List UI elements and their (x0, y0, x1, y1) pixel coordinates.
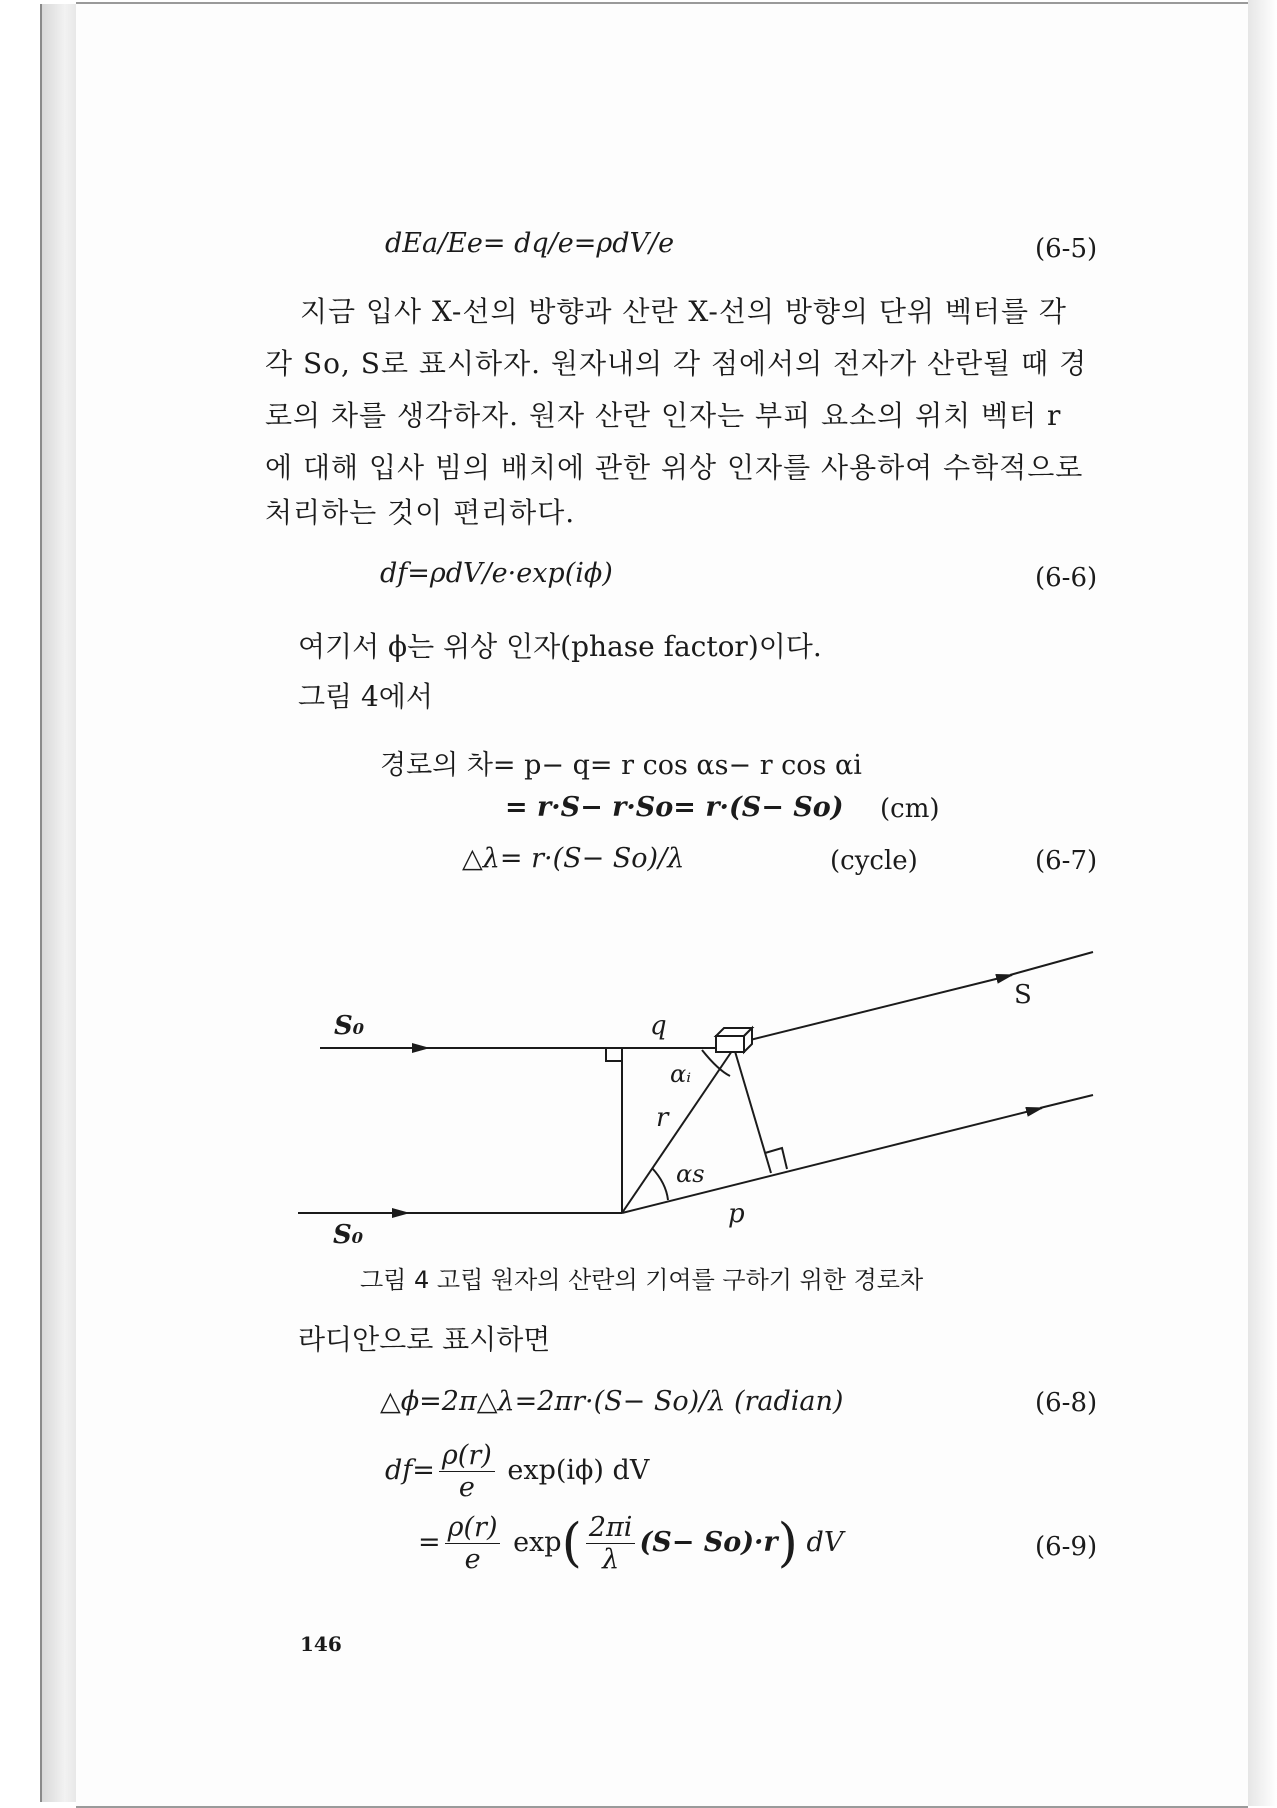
path-difference-vector-equation: = r·S− r·So= r·(S− So) (505, 792, 844, 823)
equation-6-9-inner-numerator: 2πi (586, 1512, 636, 1544)
equation-6-9-inner-fraction (586, 1512, 636, 1575)
equation-6-9-lhs: = (418, 1527, 441, 1558)
label-alpha-i: αᵢ (670, 1060, 692, 1088)
equation-6-9 (418, 1512, 843, 1575)
paragraph-line-3: 로의 차를 생각하자. 원자 산란 인자는 부피 요소의 위치 벡터 r (265, 399, 1062, 432)
right-angle-q (606, 1048, 622, 1061)
angle-arc-alpha-s (652, 1168, 668, 1200)
label-r: r (656, 1103, 669, 1133)
figure-reference-line: 그림 4에서 (298, 680, 433, 713)
unit-cm: (cm) (880, 794, 940, 824)
equation-6-9-rest: dV (806, 1527, 844, 1558)
label-s: S (1014, 980, 1032, 1010)
equation-6-9-inner-rest: (S− So)·r (639, 1527, 778, 1558)
label-q: q (650, 1011, 667, 1041)
page-number: 146 (300, 1632, 342, 1656)
label-s0-bottom: S₀ (333, 1220, 364, 1250)
equation-number-6-9: (6-9) (1035, 1532, 1098, 1562)
delta-lambda-equation: △λ= r·(S− So)/λ (462, 843, 685, 874)
figure-caption: 그림 4 고립 원자의 산란의 기여를 구하기 위한 경로차 (360, 1266, 924, 1294)
scattered-ray-bottom (1040, 1095, 1093, 1108)
equation-6-5: dEa/Ee= dq/e=ρdV/e (385, 228, 675, 259)
equation-6-9-numerator: ρ(r) (445, 1512, 501, 1544)
equation-6-9-inner-denominator: λ (602, 1544, 620, 1575)
scatterer-front (716, 1036, 744, 1052)
equation-df-lhs: df= (385, 1455, 435, 1486)
scattered-ray-top-arrow (750, 975, 1012, 1040)
equation-df-denominator: e (458, 1472, 475, 1503)
left-paren: ( (561, 1513, 582, 1574)
equation-6-9-denominator: e (464, 1544, 481, 1575)
equation-df (385, 1440, 649, 1503)
perpendicular-p (734, 1048, 771, 1173)
equation-number-6-5: (6-5) (1035, 234, 1098, 264)
equation-df-numerator: ρ(r) (439, 1440, 495, 1472)
equation-number-6-7: (6-7) (1035, 846, 1098, 876)
equation-6-9-exp: exp (513, 1527, 562, 1558)
equation-df-rest: exp(iϕ) dV (507, 1455, 650, 1486)
scattered-ray-top (1010, 952, 1093, 975)
equation-df-fraction (439, 1440, 495, 1503)
equation-number-6-6: (6-6) (1035, 563, 1098, 593)
equation-6-9-fraction (445, 1512, 501, 1575)
phase-factor-line: 여기서 ϕ는 위상 인자(phase factor)이다. (298, 630, 822, 663)
equation-6-8: △ϕ=2π△λ=2πr·(S− So)/λ (radian) (380, 1386, 844, 1417)
radian-intro-line: 라디안으로 표시하면 (298, 1323, 551, 1356)
right-paren: ) (777, 1513, 798, 1574)
unit-cycle: (cycle) (830, 846, 918, 876)
label-s0-top: S₀ (334, 1011, 365, 1041)
paragraph-line-5: 처리하는 것이 편리하다. (265, 496, 576, 529)
angle-arc-alpha-i (702, 1050, 730, 1076)
paragraph-line-2: 각 So, S로 표시하자. 원자내의 각 점에서의 전자가 산란될 때 경 (265, 347, 1088, 380)
path-difference-equation: 경로의 차= p− q= r cos αs− r cos αi (380, 750, 862, 781)
paragraph-line-4: 에 대해 입사 빔의 배치에 관한 위상 인자를 사용하여 수학적으로 (265, 451, 1084, 484)
label-p: p (728, 1199, 745, 1229)
equation-6-6: df=ρdV/e·exp(iϕ) (380, 558, 613, 589)
label-alpha-s: αs (676, 1160, 705, 1188)
paragraph-line-1: 지금 입사 X-선의 방향과 산란 X-선의 방향의 단위 벡터를 각 (300, 295, 1067, 328)
equation-number-6-8: (6-8) (1035, 1388, 1098, 1418)
